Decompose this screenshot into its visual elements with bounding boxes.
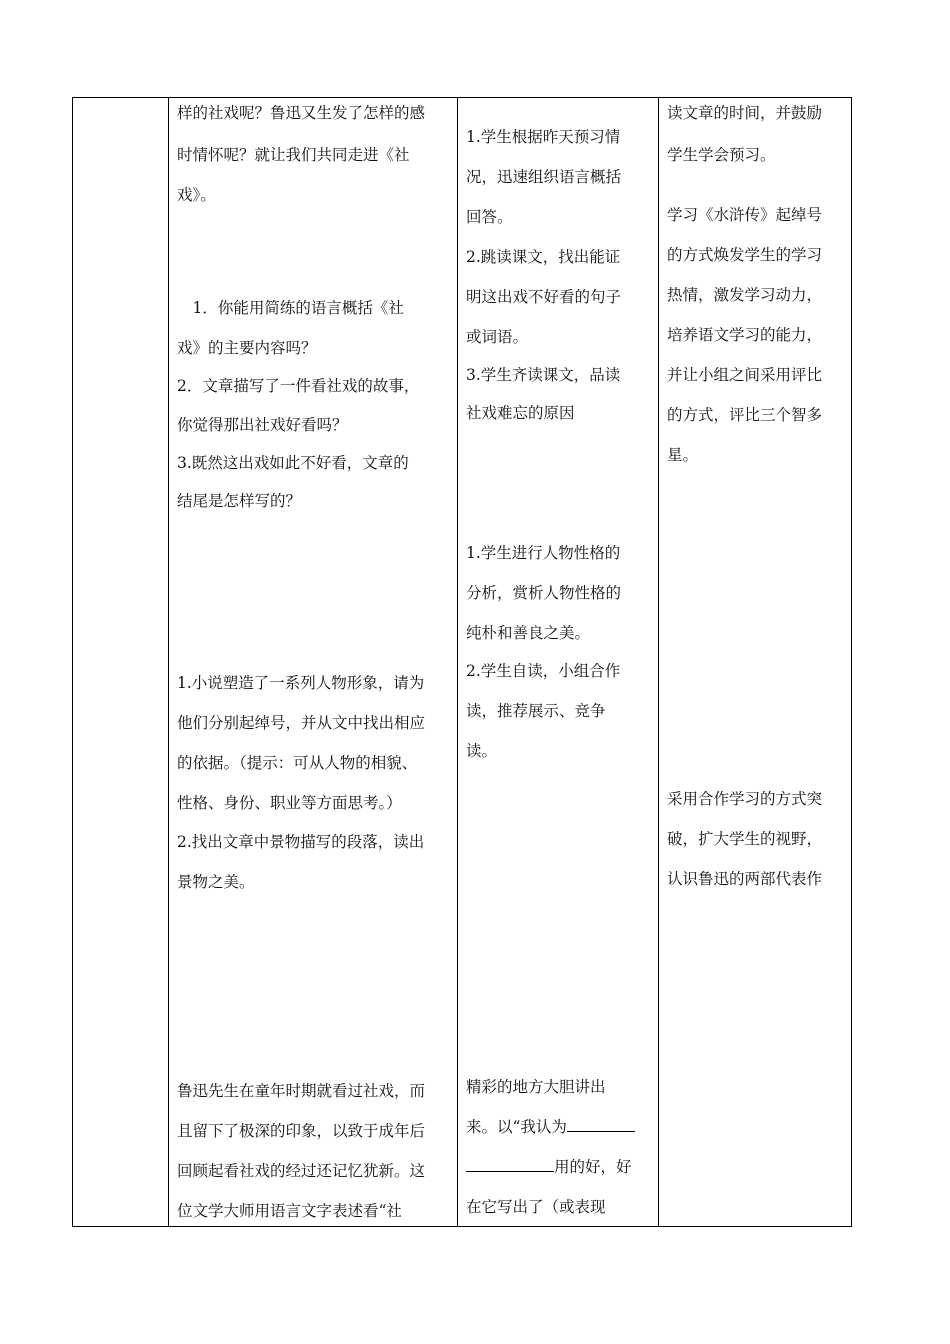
- text-line: 明这出戏不好看的句子: [466, 288, 622, 306]
- text-line: [466, 1110, 635, 1144]
- text-line: 他们分别起绰号，并从文中找出相应: [177, 714, 426, 732]
- text-line: 你觉得那出社戏好看吗？: [177, 416, 348, 434]
- text-line: 性格、身份、职业等方面思考。）: [177, 794, 402, 812]
- text-line: 1．你能用简练的语言概括《社: [177, 299, 404, 317]
- text-line: 结尾是怎样写的？: [177, 492, 302, 510]
- text-line: 或词语。: [466, 328, 529, 346]
- text-line: 认识鲁迅的两部代表作: [667, 870, 823, 888]
- table-column-stage: [73, 98, 168, 1226]
- table-column-design-intent: [658, 98, 853, 1226]
- table-column-teacher-activity: [168, 98, 457, 1226]
- text-line: 精彩的地方大胆讲出: [466, 1078, 606, 1096]
- lesson-plan-table: [72, 97, 852, 1227]
- text-segment: 来。以“我认为: [466, 1118, 567, 1136]
- text-line: 2.学生自读，小组合作: [466, 662, 621, 680]
- text-line: 分析，赏析人物性格的: [466, 584, 622, 602]
- text-line: 况，迅速组织语言概括: [466, 168, 622, 186]
- fill-blank-line: [466, 1151, 554, 1172]
- text-line: 读，推荐展示、竞争: [466, 702, 606, 720]
- text-line: 2.跳读课文，找出能证: [466, 248, 621, 266]
- text-line: 星。: [667, 446, 699, 464]
- text-line: 戏》的主要内容吗？: [177, 339, 317, 357]
- text-line: 回答。: [466, 208, 513, 226]
- text-line: 学生学会预习。: [667, 146, 776, 164]
- text-line: 培养语文学习的能力，: [667, 326, 823, 344]
- text-line: 3.学生齐读课文，品读: [466, 366, 621, 384]
- text-line: 2．文章描写了一件看社戏的故事，: [177, 377, 420, 395]
- text-line: 1.学生进行人物性格的: [466, 544, 621, 562]
- text-line: 采用合作学习的方式突: [667, 790, 823, 808]
- text-line: 2.找出文章中景物描写的段落，读出: [177, 833, 425, 851]
- text-line: 破，扩大学生的视野，: [667, 830, 823, 848]
- text-line: 学习《水浒传》起绰号: [667, 206, 823, 224]
- text-line: 的依据。（提示：可从人物的相貌、: [177, 754, 418, 772]
- text-line: 样的社戏呢？鲁迅又生发了怎样的感: [177, 104, 426, 122]
- text-line: 社戏难忘的原因: [466, 404, 575, 422]
- text-line: 读。: [466, 742, 498, 760]
- text-line: 景物之美。: [177, 873, 255, 891]
- text-line: 并让小组之间采用评比: [667, 366, 823, 384]
- text-line: 的方式焕发学生的学习: [667, 246, 823, 264]
- text-line: 纯朴和善良之美。: [466, 624, 591, 642]
- table-column-student-activity: [457, 98, 658, 1226]
- text-line: 在它写出了（或表现: [466, 1198, 606, 1216]
- text-line: [466, 1150, 632, 1184]
- text-segment: 用的好，好: [554, 1158, 632, 1176]
- text-line: 回顾起看社戏的经过还记忆犹新。这: [177, 1162, 426, 1180]
- fill-blank-line: [567, 1111, 635, 1132]
- text-line: 位文学大师用语言文字表述看“社: [177, 1202, 402, 1220]
- text-line: 1.学生根据昨天预习情: [466, 128, 621, 146]
- text-line: 鲁迅先生在童年时期就看过社戏，而: [177, 1082, 426, 1100]
- text-line: 3.既然这出戏如此不好看，文章的: [177, 454, 409, 472]
- text-line: 读文章的时间，并鼓励: [667, 104, 823, 122]
- text-line: 时情怀呢？就让我们共同走进《社: [177, 146, 410, 164]
- text-line: 热情，激发学习动力，: [667, 286, 823, 304]
- text-line: 戏》。: [177, 186, 216, 204]
- text-line: 1.小说塑造了一系列人物形象，请为: [177, 674, 425, 692]
- text-line: 且留下了极深的印象，以致于成年后: [177, 1122, 426, 1140]
- text-line: 的方式，评比三个智多: [667, 406, 823, 424]
